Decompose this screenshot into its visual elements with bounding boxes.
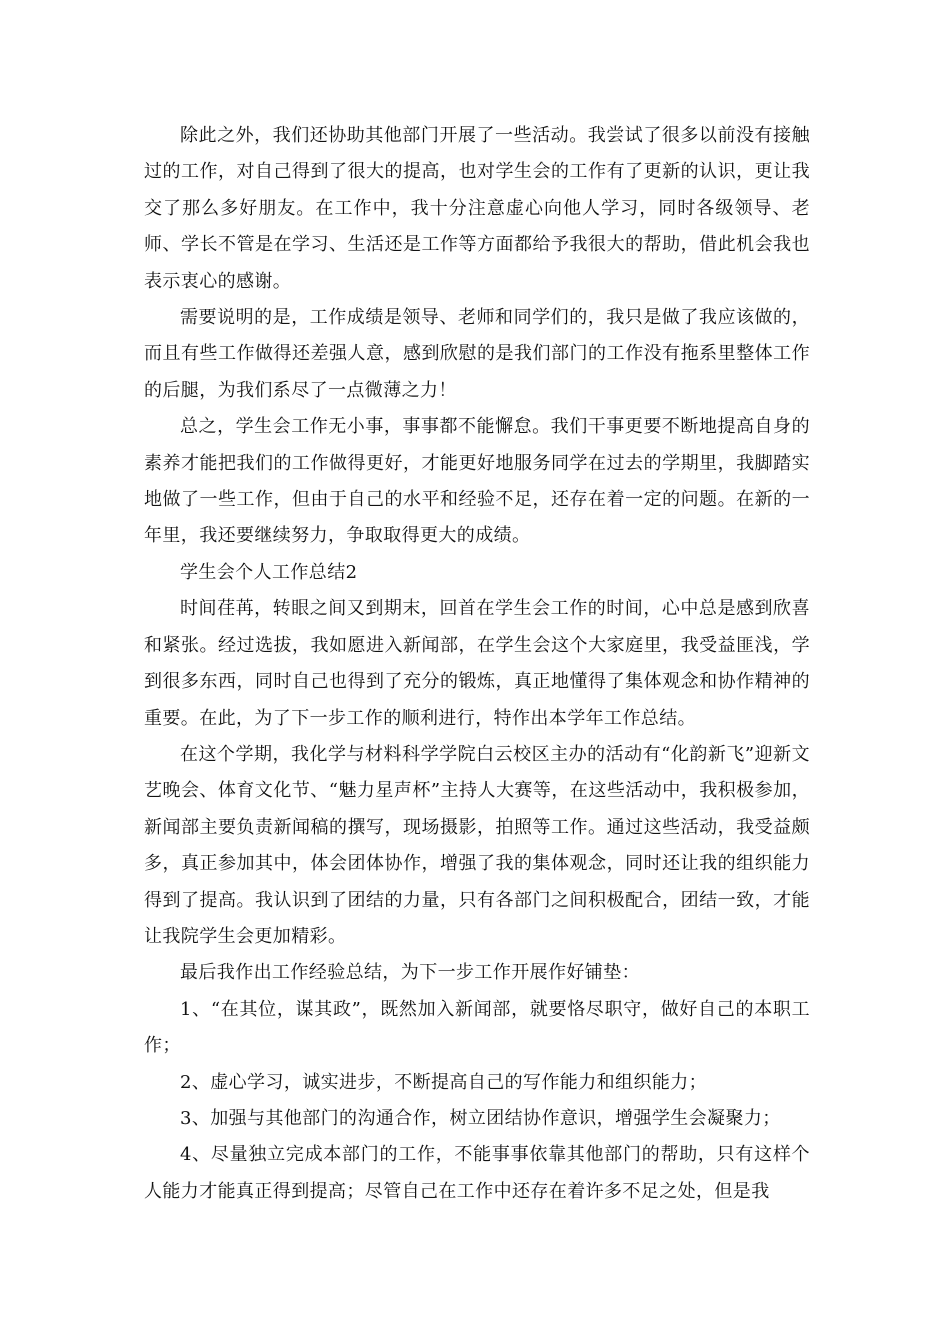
paragraph-5: 在这个学期，我化学与材料科学学院白云校区主办的活动有“化韵新飞”迎新文艺晚会、体育文化节、“魅力星声杯”主持人大赛等，在这些活动中，我积极参加，新闻部主要负责新闻稿的撰写，现场摄影，拍照等工作。通过这些活动，我受益颇多，真正参加其中，体会团体协作，增强了我的集体观念，同时还让我的组织能力得到了提高。我认识到了团结的力量，只有各部门之间积极配合，团结一致，才能让我院学生会更加精彩。 (144, 743, 810, 947)
list-item-1: 1、“在其位，谋其政”，既然加入新闻部，就要恪尽职守，做好自己的本职工作； (144, 998, 810, 1057)
paragraph-3: 总之，学生会工作无小事，事事都不能懈怠。我们干事更要不断地提高自身的素养才能把我们的工作做得更好，才能更好地服务同学在过去的学期里，我脚踏实地做了一些工作，但由于自己的水平和经验不足，还存在着一定的问题。在新的一年里，我还要继续努力，争取取得更大的成绩。 (144, 416, 810, 547)
paragraph-1: 除此之外，我们还协助其他部门开展了一些活动。我尝试了很多以前没有接触过的工作，对自己得到了很大的提高，也对学生会的工作有了更新的认识，更让我交了那么多好朋友。在工作中，我十分注意虚心向他人学习，同时各级领导、老师、学长不管是在学习、生活还是工作等方面都给予我很大的帮助，借此机会我也表示衷心的感谢。 (144, 125, 810, 292)
section-heading: 学生会个人工作总结2 (180, 561, 358, 583)
paragraph-2: 需要说明的是，工作成绩是领导、老师和同学们的，我只是做了我应该做的，而且有些工作做得还差强人意，感到欣慰的是我们部门的工作没有拖系里整体工作的后腿，为我们系尽了一点微薄之力！ (144, 307, 810, 401)
list-item-4: 4、尽量独立完成本部门的工作，不能事事依靠其他部门的帮助，只有这样个人能力才能真正得到提高；尽管自己在工作中还存在着许多不足之处，但是我 (144, 1144, 810, 1202)
list-item-2: 2、虚心学习，诚实进步，不断提高自己的写作能力和组织能力； (180, 1071, 708, 1093)
document-body (144, 118, 810, 1210)
paragraph-6: 最后我作出工作经验总结，为下一步工作开展作好铺垫： (180, 962, 640, 984)
paragraph-4: 时间荏苒，转眼之间又到期末，回首在学生会工作的时间，心中总是感到欣喜和紧张。经过选拔，我如愿进入新闻部，在学生会这个大家庭里，我受益匪浅，学到很多东西，同时自己也得到了充分的锻炼，真正地懂得了集体观念和协作精神的重要。在此，为了下一步工作的顺利进行，特作出本学年工作总结。 (144, 598, 810, 729)
list-item-3: 3、加强与其他部门的沟通合作，树立团结协作意识，增强学生会凝聚力； (180, 1107, 781, 1129)
